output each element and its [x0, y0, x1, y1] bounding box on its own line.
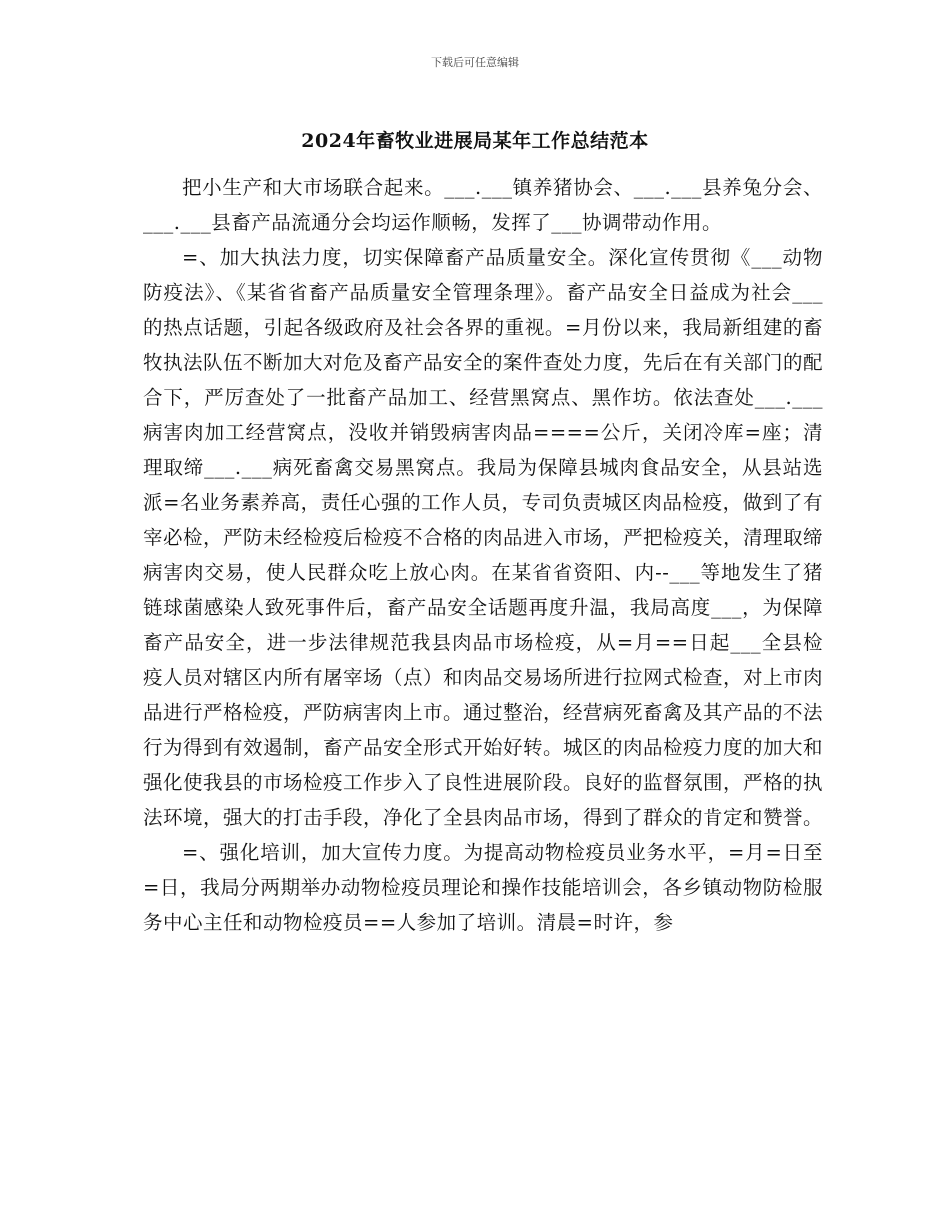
body-paragraph: =、强化培训，加大宣传力度。为提高动物检疫员业务水平，=月=日至=日，我局分两期举办动物检疫员理论和操作技能培训会，各乡镇动物防检服务中心主任和动物检疫员==人参加了培训。清晨=时许，参 [143, 841, 823, 934]
page-header-note: 下载后可任意编辑 [431, 56, 519, 69]
body-paragraph: =、加大执法力度，切实保障畜产品质量安全。深化宣传贯彻《___动物防疫法》、《某省省畜产品质量安全管理条理》。畜产品安全日益成为社会___的热点话题，引起各级政府及社会各界的重视。=月份以来，我局新组建的畜牧执法队伍不断加大对危及畜产品安全的案件查处力度，先后在有关部门的配合下，严厉查处了一批畜产品加工、经营黑窝点、黑作坊。依法查处___.___病害肉加工经营窝点，没收并销毁病害肉品====公斤，关闭冷库=座；清理取缔___.___病死畜禽交易黑窝点。我局为保障县城肉食品安全，从县站选派=名业务素养高，责任心强的工作人员，专司负责城区肉品检疫，做到了有宰必检，严防未经检疫后检疫不合格的肉品进入市场，严把检疫关，清理取缔病害肉交易，使人民群众吃上放心肉。在某省省资阳、内--___等地发生了猪链球菌感染人致死事件后，畜产品安全话题再度升温，我局高度___，为保障畜产品安全，进一步法律规范我县肉品市场检疫，从=月==日起___全县检疫人员对辖区内所有屠宰场（点）和肉品交易场所进行拉网式检查，对上市肉品进行严格检疫，严防病害肉上市。通过整治，经营病死畜禽及其产品的不法行为得到有效遏制，畜产品安全形式开始好转。城区的肉品检疫力度的加大和强化使我县的市场检疫工作步入了良性进展阶段。良好的监督氛围，严格的执法环境，强大的打击手段，净化了全县肉品市场，得到了群众的肯定和赞誉。 [143, 246, 824, 829]
body-paragraph: 把小生产和大市场联合起来。___.___镇养猪协会、___.___县养兔分会、___.___县畜产品流通分会均运作顺畅，发挥了___协调带动作用。 [143, 176, 823, 234]
document-title: 2024年畜牧业进展局某年工作总结范本 [301, 130, 649, 152]
document-body [143, 170, 823, 940]
